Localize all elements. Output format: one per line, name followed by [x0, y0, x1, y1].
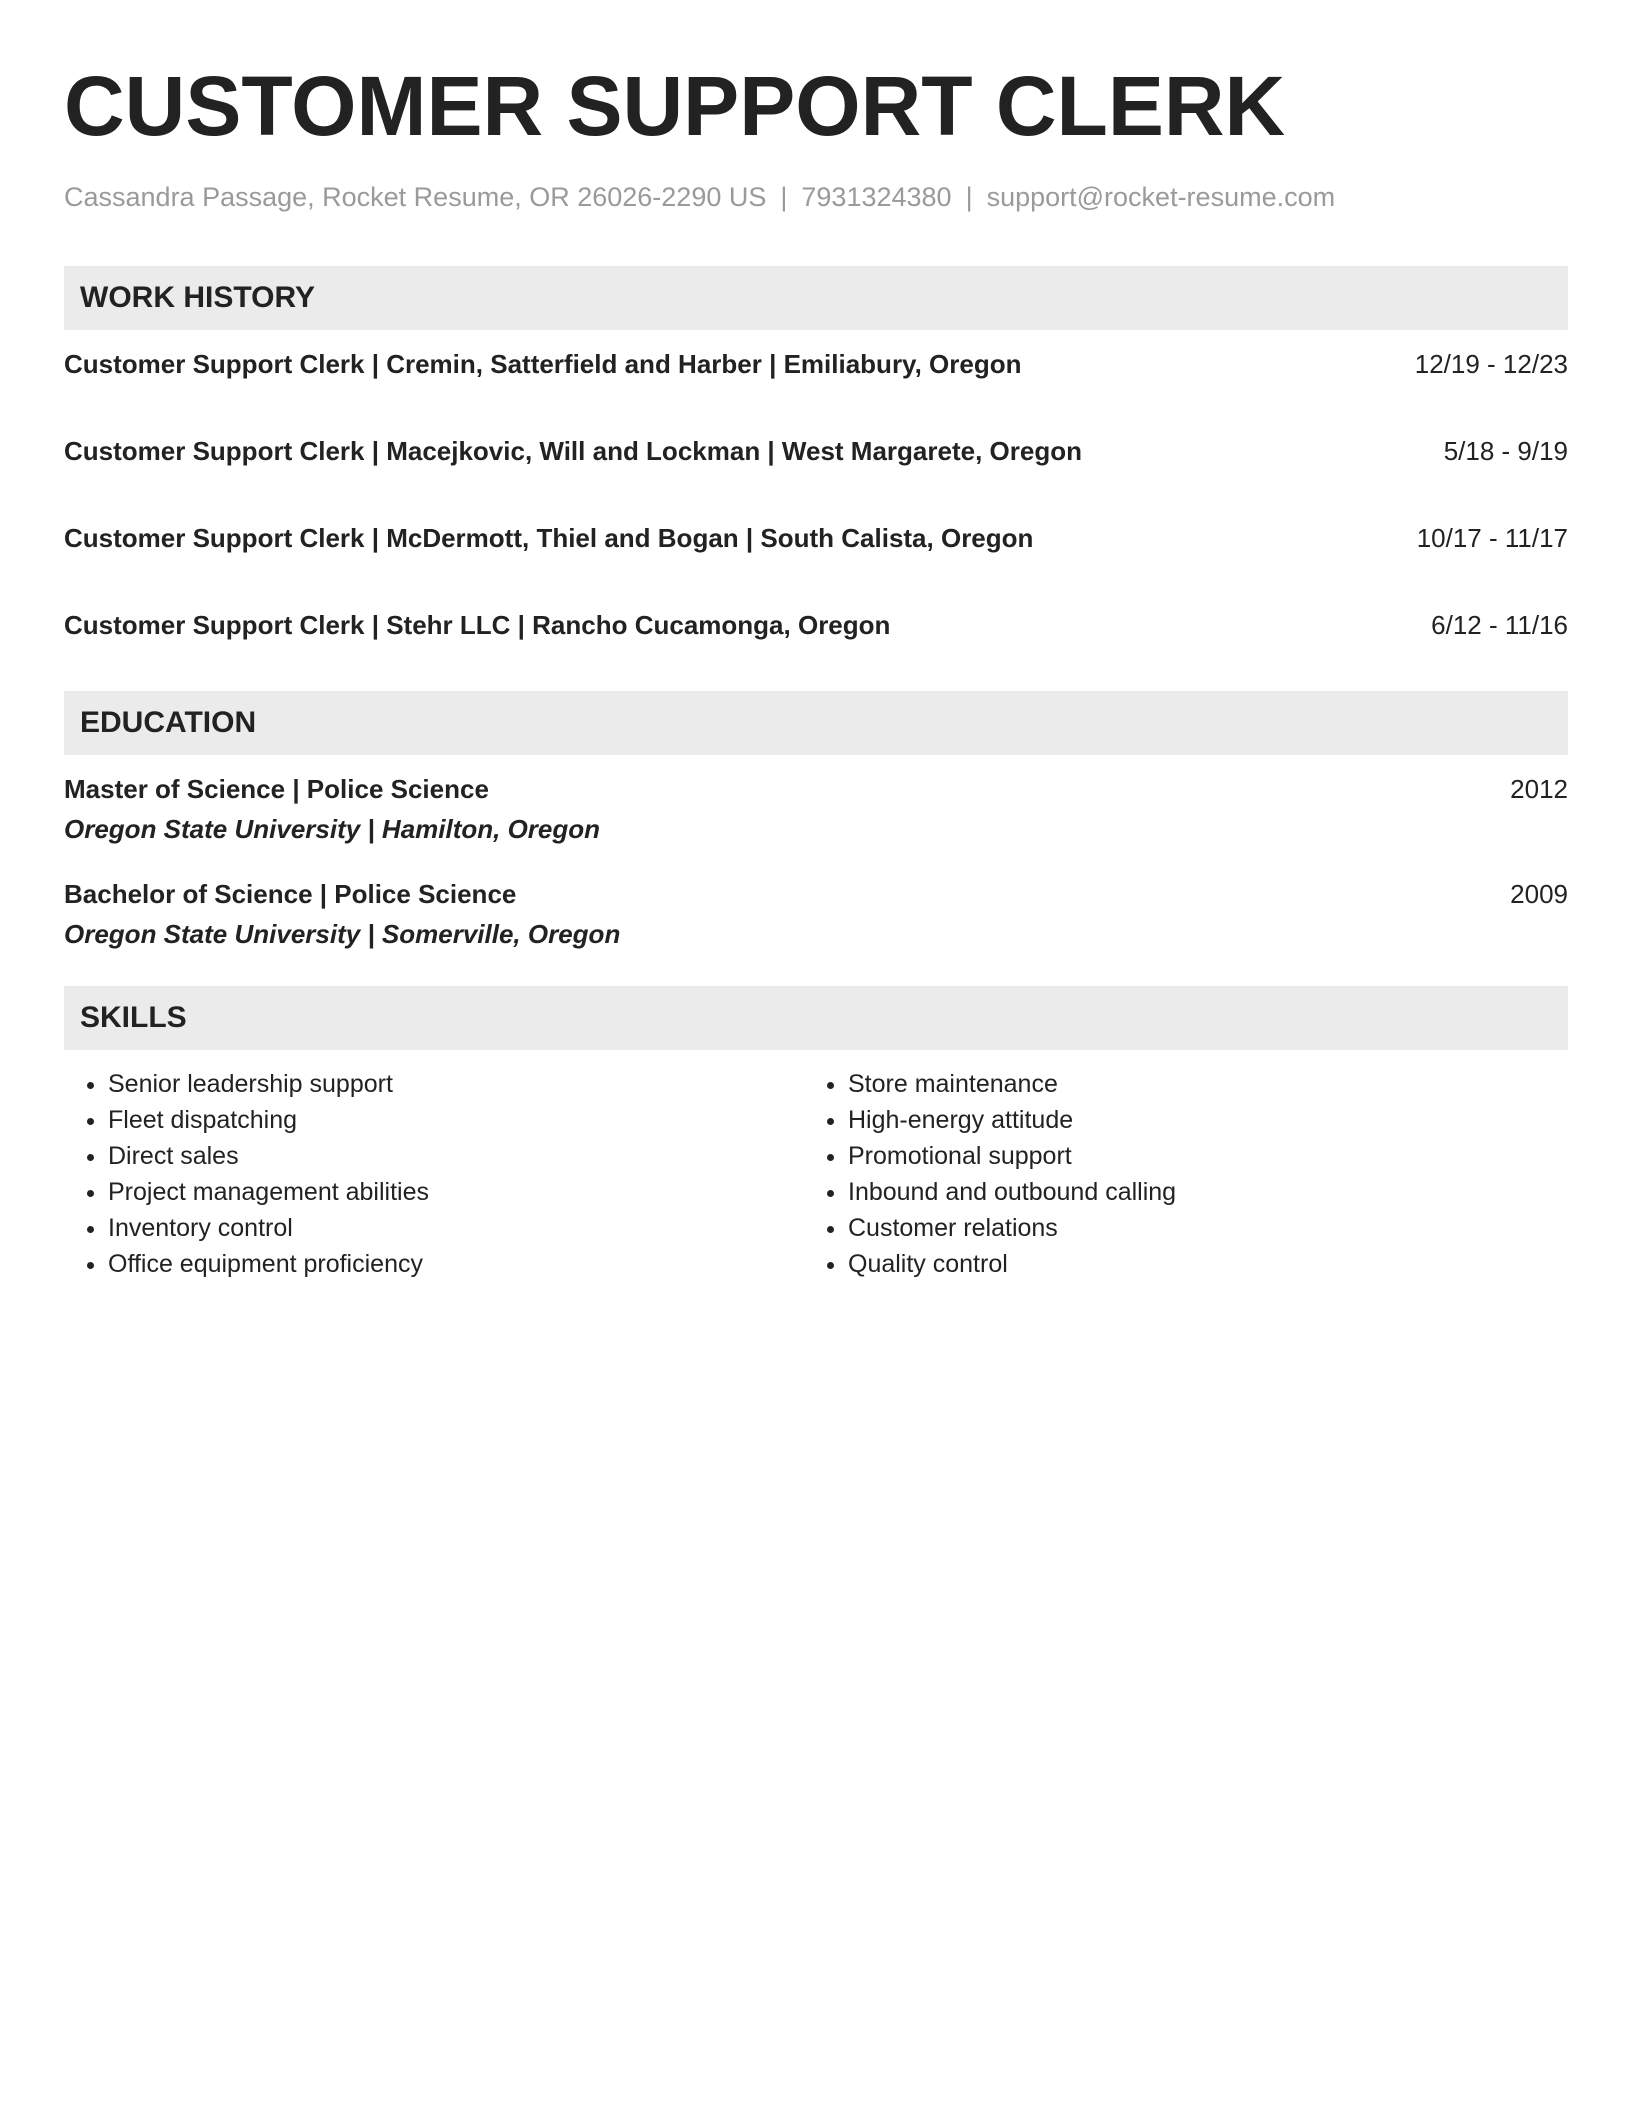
education-row — [64, 877, 1568, 911]
education-degree: Master of Science | Police Science — [64, 774, 489, 804]
education-list — [64, 755, 1568, 951]
skills-list-left — [64, 1066, 804, 1282]
skill-item: • Direct sales — [108, 1138, 804, 1174]
skill-item: • Quality control — [848, 1246, 1544, 1282]
job-dates: 5/18 - 9/19 — [1443, 436, 1568, 466]
skill-item: • Project management abilities — [108, 1174, 804, 1210]
job-title: Customer Support Clerk | McDermott, Thiel and Bogan | South Calista, Oregon — [64, 523, 1034, 553]
skill-item: • Inventory control — [108, 1210, 804, 1246]
skill-item: • Customer relations — [848, 1210, 1544, 1246]
education-year: 2009 — [1510, 879, 1568, 909]
job-entry — [64, 434, 1568, 468]
resume-title: CUSTOMER SUPPORT CLERK — [64, 59, 1286, 153]
education-school: Oregon State University | Somerville, Oregon — [64, 919, 621, 949]
skill-item: • Senior leadership support — [108, 1066, 804, 1102]
education-degree: Bachelor of Science | Police Science — [64, 879, 517, 909]
education-row — [64, 772, 1568, 806]
job-dates: 6/12 - 11/16 — [1431, 610, 1568, 640]
job-title: Customer Support Clerk | Cremin, Satterfield and Harber | Emiliabury, Oregon — [64, 349, 1022, 379]
skill-item: • Inbound and outbound calling — [848, 1174, 1544, 1210]
skills-heading: SKILLS — [64, 986, 1568, 1050]
education-school: Oregon State University | Hamilton, Oregon — [64, 814, 601, 844]
skill-item: • High-energy attitude — [848, 1102, 1544, 1138]
job-dates: 12/19 - 12/23 — [1414, 349, 1568, 379]
contact-line — [64, 180, 1568, 214]
education-year: 2012 — [1510, 774, 1568, 804]
skill-item: • Promotional support — [848, 1138, 1544, 1174]
job-entry — [64, 608, 1568, 642]
contact-email: support@rocket-resume.com — [986, 182, 1336, 212]
skills-list-right — [804, 1066, 1544, 1282]
work-history-heading: WORK HISTORY — [64, 266, 1568, 330]
job-title: Customer Support Clerk | Stehr LLC | Rancho Cucamonga, Oregon — [64, 610, 891, 640]
job-dates: 10/17 - 11/17 — [1416, 523, 1568, 553]
work-history-list — [64, 330, 1568, 642]
education-heading: EDUCATION — [64, 691, 1568, 755]
education-entry — [64, 877, 1568, 951]
contact-phone: 7931324380 — [801, 182, 952, 212]
job-entry — [64, 347, 1568, 381]
skill-item: • Office equipment proficiency — [108, 1246, 804, 1282]
job-entry — [64, 521, 1568, 555]
education-entry — [64, 772, 1568, 846]
skill-item: • Store maintenance — [848, 1066, 1544, 1102]
skill-item: • Fleet dispatching — [108, 1102, 804, 1138]
skills-columns — [64, 1050, 1568, 1282]
job-title: Customer Support Clerk | Macejkovic, Will and Lockman | West Margarete, Oregon — [64, 436, 1082, 466]
contact-address: Cassandra Passage, Rocket Resume, OR 26026-2290 US — [64, 182, 767, 212]
contact-separator: | — [965, 182, 973, 212]
contact-separator: | — [780, 182, 788, 212]
